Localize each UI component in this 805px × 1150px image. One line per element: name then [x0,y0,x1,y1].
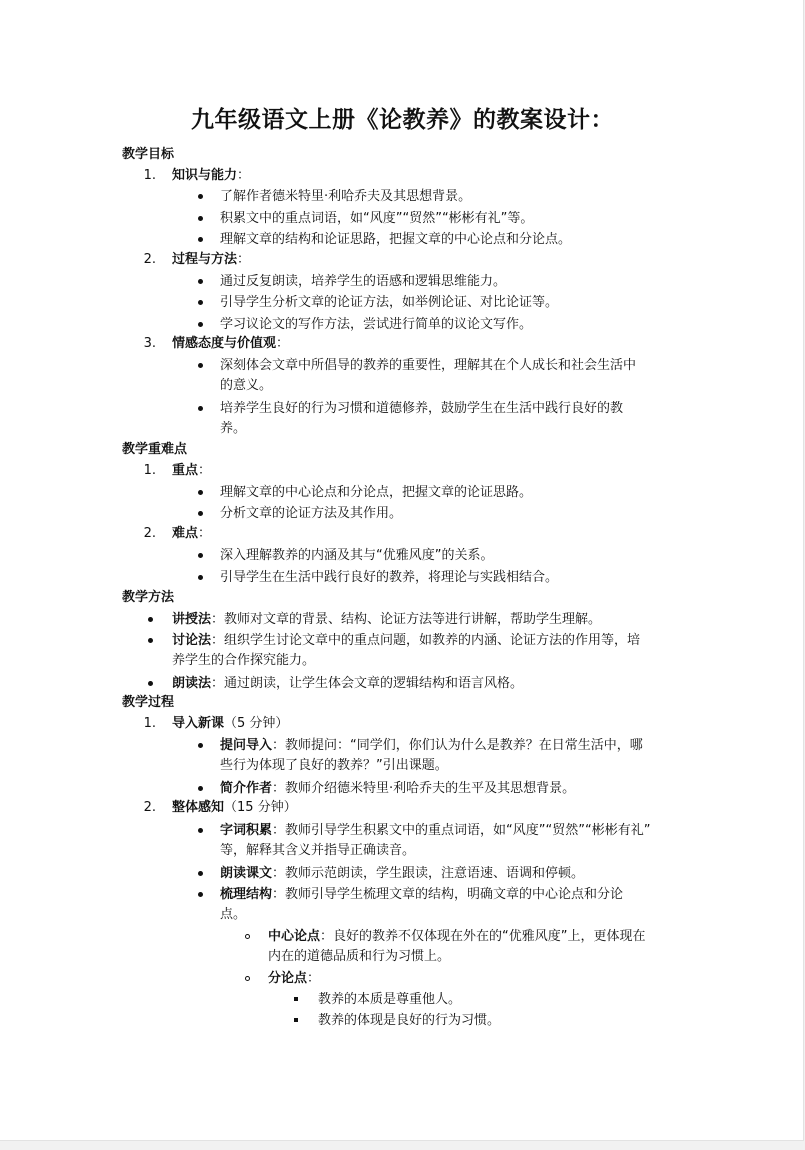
list-item-label: 难点： [172,526,212,541]
list-item-label: 情感态度与价值观： [172,336,290,351]
method-item: 讲授法：教师对文章的背景、结构、论证方法等进行讲解，帮助学生理解。 [172,612,602,627]
bullet-text: 通过反复朗读，培养学生的语感和逻辑思维能力。 [220,274,507,289]
section-heading-difficulties: 教学重难点 [122,442,188,457]
sub-bullet-circle [245,976,250,981]
list-number: 1. [143,463,156,478]
list-number: 1. [143,168,156,183]
bullet-dot [198,237,203,242]
bullet-dot [198,363,203,368]
process-item: 简介作者：教师介绍德米特里·利哈乔夫的生平及其思想背景。 [220,781,576,796]
sub-item-continued: 内在的道德品质和行为习惯上。 [268,949,451,964]
bullet-dot [198,871,203,876]
section-heading-methods: 教学方法 [122,590,175,605]
bullet-text: 深刻体会文章中所倡导的教养的重要性，理解其在个人成长和社会生活中 [220,358,637,373]
page-title: 九年级语文上册《论教养》的教案设计： [191,107,614,133]
list-number: 2. [143,252,156,267]
bullet-dot [198,406,203,411]
bullet-text: 引导学生在生活中践行良好的教养，将理论与实践相结合。 [220,570,559,585]
method-item: 朗读法：通过朗读，让学生体会文章的逻辑结构和语言风格。 [172,676,524,691]
bullet-dot [198,828,203,833]
bullet-text: 引导学生分析文章的论证方法，如举例论证、对比论证等。 [220,295,559,310]
list-number: 3. [143,336,156,351]
process-item: 字词积累：教师引导学生积累文中的重点词语，如“风度”“贸然”“彬彬有礼” [220,823,651,838]
sub-sub-bullet-square [294,997,298,1001]
bullet-dot [198,786,203,791]
bullet-text: 理解文章的结构和论证思路，把握文章的中心论点和分论点。 [220,232,572,247]
bullet-text: 的意义。 [220,378,273,393]
bullet-dot [198,322,203,327]
bullet-dot [198,892,203,897]
bullet-text: 了解作者德米特里·利哈乔夫及其思想背景。 [220,189,472,204]
bullet-dot [198,511,203,516]
list-number: 2. [143,800,156,815]
section-heading-process: 教学过程 [122,695,175,710]
process-item-continued: 等，解释其含义并指导正确读音。 [220,843,416,858]
process-item: 朗读课文：教师示范朗读，学生跟读，注意语速、语调和停顿。 [220,866,585,881]
process-item: 梳理结构：教师引导学生梳理文章的结构，明确文章的中心论点和分论 [220,887,624,902]
list-number: 1. [143,716,156,731]
bullet-text: 理解文章的中心论点和分论点，把握文章的论证思路。 [220,485,533,500]
section-heading-goals: 教学目标 [122,147,175,162]
bullet-text: 积累文中的重点词语，如“风度”“贸然”“彬彬有礼”等。 [220,211,534,226]
sub-sub-item: 教养的体现是良好的行为习惯。 [318,1013,501,1028]
bullet-dot [198,743,203,748]
sub-sub-item: 教养的本质是尊重他人。 [318,992,462,1007]
bullet-text: 养。 [220,421,247,436]
sub-item: 中心论点：良好的教养不仅体现在外在的“优雅风度”上，更体现在 [268,929,646,944]
bullet-text: 学习议论文的写作方法，尝试进行简单的议论文写作。 [220,317,533,332]
bullet-text: 分析文章的论证方法及其作用。 [220,506,403,521]
list-item-label: 知识与能力： [172,168,251,183]
process-step-label: 整体感知（15 分钟） [172,800,297,815]
bullet-dot [198,553,203,558]
bullet-dot [198,490,203,495]
bullet-text: 培养学生良好的行为习惯和道德修养，鼓励学生在生活中践行良好的教 [220,401,624,416]
list-item-label: 重点： [172,463,212,478]
process-item: 提问导入：教师提问：“同学们，你们认为什么是教养？在日常生活中，哪 [220,738,643,753]
bullet-text: 深入理解教养的内涵及其与“优雅风度”的关系。 [220,548,494,563]
bullet-dot [198,300,203,305]
bullet-dot [148,681,153,686]
sub-item: 分论点： [268,971,321,986]
sub-bullet-circle [245,934,250,939]
method-item: 讨论法：组织学生讨论文章中的重点问题，如教养的内涵、论证方法的作用等，培 [172,633,641,648]
method-item-continued: 养学生的合作探究能力。 [172,653,316,668]
process-step-label: 导入新课（5 分钟） [172,716,289,731]
bullet-dot [198,194,203,199]
process-item-continued: 点。 [220,907,247,922]
sub-sub-bullet-square [294,1018,298,1022]
list-item-label: 过程与方法： [172,252,251,267]
process-item-continued: 些行为体现了良好的教养？”引出课题。 [220,758,448,773]
list-number: 2. [143,526,156,541]
bullet-dot [148,638,153,643]
bullet-dot [198,216,203,221]
bullet-dot [148,617,153,622]
bullet-dot [198,575,203,580]
bullet-dot [198,279,203,284]
